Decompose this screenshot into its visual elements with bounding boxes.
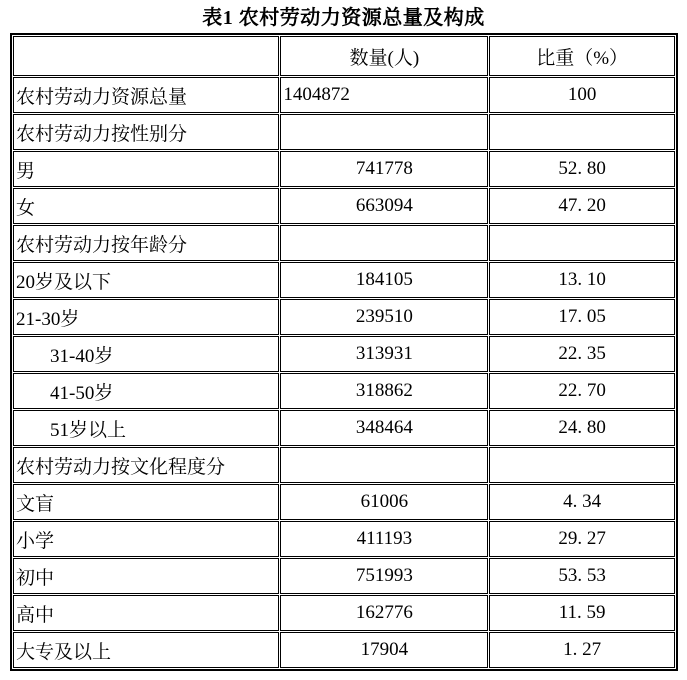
table-row bbox=[13, 262, 675, 298]
table-row bbox=[13, 114, 675, 150]
share-cell: 53. 53 bbox=[489, 558, 675, 594]
share-cell: 24. 80 bbox=[489, 410, 675, 446]
table-row bbox=[13, 151, 675, 187]
quantity-cell: 751993 bbox=[280, 558, 488, 594]
quantity-cell: 239510 bbox=[280, 299, 488, 335]
quantity-cell bbox=[280, 114, 488, 150]
table-title: 表1 农村劳动力资源总量及构成 bbox=[202, 7, 485, 29]
row-label-cell: 21-30岁 bbox=[13, 299, 279, 335]
table-row bbox=[13, 521, 675, 557]
quantity-cell: 348464 bbox=[280, 410, 488, 446]
share-cell: 52. 80 bbox=[489, 151, 675, 187]
rural-labor-table bbox=[10, 33, 678, 671]
header-cell-share: 比重（%） bbox=[489, 36, 675, 76]
quantity-cell: 411193 bbox=[280, 521, 488, 557]
row-label-cell: 农村劳动力按文化程度分 bbox=[13, 447, 279, 483]
quantity-cell: 184105 bbox=[280, 262, 488, 298]
share-cell: 17. 05 bbox=[489, 299, 675, 335]
quantity-cell bbox=[280, 447, 488, 483]
table-row bbox=[13, 558, 675, 594]
row-label-cell: 农村劳动力按年龄分 bbox=[13, 225, 279, 261]
quantity-cell: 162776 bbox=[280, 595, 488, 631]
row-label-cell: 高中 bbox=[13, 595, 279, 631]
row-label-cell: 51岁以上 bbox=[13, 410, 279, 446]
table-row bbox=[13, 225, 675, 261]
row-label-cell: 41-50岁 bbox=[13, 373, 279, 409]
share-cell: 22. 35 bbox=[489, 336, 675, 372]
share-cell bbox=[489, 447, 675, 483]
row-label-cell: 20岁及以下 bbox=[13, 262, 279, 298]
table-row bbox=[13, 77, 675, 113]
row-label-cell: 农村劳动力资源总量 bbox=[13, 77, 279, 113]
row-label-cell: 女 bbox=[13, 188, 279, 224]
quantity-cell bbox=[280, 225, 488, 261]
table-row bbox=[13, 188, 675, 224]
row-label-cell: 农村劳动力按性别分 bbox=[13, 114, 279, 150]
quantity-cell: 741778 bbox=[280, 151, 488, 187]
table-row bbox=[13, 484, 675, 520]
table-row bbox=[13, 632, 675, 668]
header-cell-blank bbox=[13, 36, 279, 76]
share-cell bbox=[489, 114, 675, 150]
share-cell: 4. 34 bbox=[489, 484, 675, 520]
row-label-cell: 初中 bbox=[13, 558, 279, 594]
share-cell: 11. 59 bbox=[489, 595, 675, 631]
quantity-cell: 1404872 bbox=[280, 77, 488, 113]
share-cell: 22. 70 bbox=[489, 373, 675, 409]
share-cell bbox=[489, 225, 675, 261]
share-cell: 100 bbox=[489, 77, 675, 113]
table-row bbox=[13, 373, 675, 409]
share-cell: 29. 27 bbox=[489, 521, 675, 557]
share-cell: 47. 20 bbox=[489, 188, 675, 224]
share-cell: 13. 10 bbox=[489, 262, 675, 298]
row-label-cell: 大专及以上 bbox=[13, 632, 279, 668]
row-label-cell: 文盲 bbox=[13, 484, 279, 520]
table-row bbox=[13, 595, 675, 631]
row-label-cell: 小学 bbox=[13, 521, 279, 557]
share-cell: 1. 27 bbox=[489, 632, 675, 668]
quantity-cell: 313931 bbox=[280, 336, 488, 372]
quantity-cell: 17904 bbox=[280, 632, 488, 668]
table-row bbox=[13, 447, 675, 483]
quantity-cell: 663094 bbox=[280, 188, 488, 224]
table-row bbox=[13, 336, 675, 372]
table-row bbox=[13, 299, 675, 335]
row-label-cell: 31-40岁 bbox=[13, 336, 279, 372]
quantity-cell: 318862 bbox=[280, 373, 488, 409]
row-label-cell: 男 bbox=[13, 151, 279, 187]
header-row bbox=[13, 36, 675, 76]
quantity-cell: 61006 bbox=[280, 484, 488, 520]
table-row bbox=[13, 410, 675, 446]
header-cell-quantity: 数量(人) bbox=[280, 36, 488, 76]
